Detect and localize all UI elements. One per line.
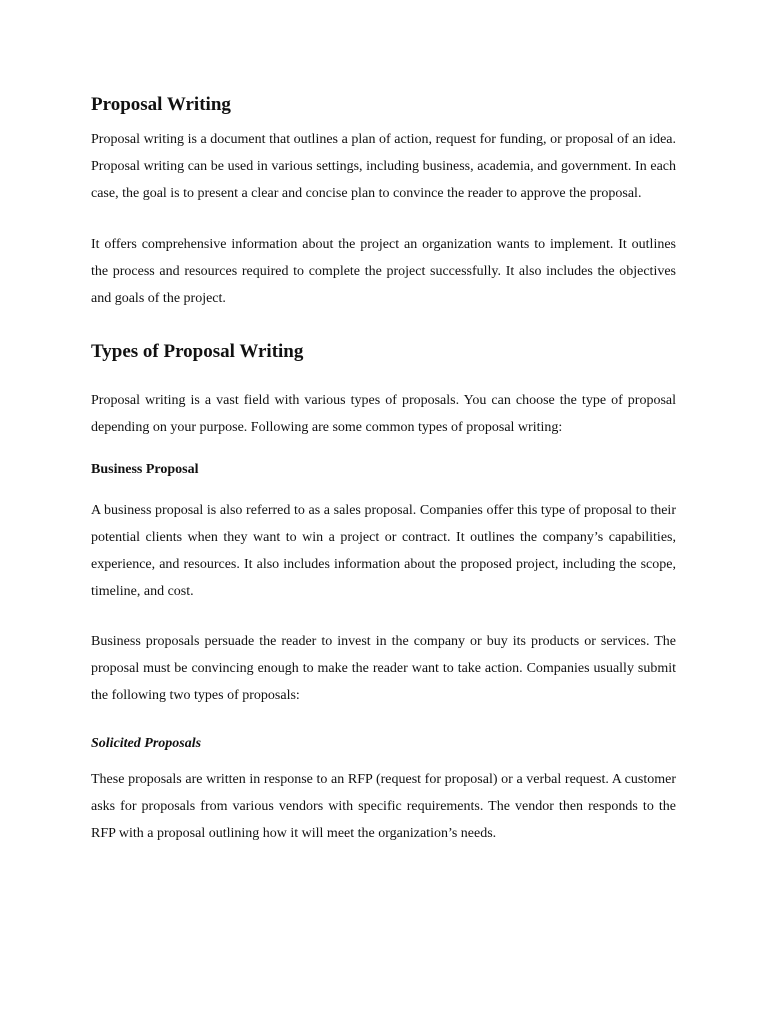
business-paragraph-1: A business proposal is also referred to as a sales proposal. Companies offer this type of proposal to their potential clients when they want to win a project or contract. It outlines the company’s capabilities, experience, and resources. It also includes information about the proposed project, including the scope, timeline, and cost. [91, 503, 676, 599]
business-proposal-heading: Business Proposal [91, 462, 199, 477]
intro-paragraph-2: It offers comprehensive information about the project an organization wants to implement. It outlines the process and resources required to complete the project successfully. It also includes the objectives and goals of the project. [91, 237, 676, 306]
intro-paragraph-1: Proposal writing is a document that outlines a plan of action, request for funding, or proposal of an idea. Proposal writing can be used in various settings, including business, academia, and government. In each case, the goal is to present a clear and concise plan to convince the reader to approve the proposal. [91, 132, 676, 201]
solicited-proposals-heading: Solicited Proposals [91, 736, 202, 751]
types-heading: Types of Proposal Writing [91, 341, 304, 362]
types-paragraph: Proposal writing is a vast field with various types of proposals. You can choose the type of proposal depending on your purpose. Following are some common types of proposal writing: [91, 393, 676, 435]
solicited-paragraph: These proposals are written in response to an RFP (request for proposal) or a verbal request. A customer asks for proposals from various vendors with specific requirements. The vendor then responds to the RFP with a proposal outlining how it will meet the organization’s needs. [91, 772, 676, 841]
business-paragraph-2: Business proposals persuade the reader to invest in the company or buy its products or services. The proposal must be convincing enough to make the reader want to take action. Companies usually submit the following two types of proposals: [91, 634, 676, 703]
document-content [91, 92, 676, 847]
document-title: Proposal Writing [91, 94, 231, 115]
